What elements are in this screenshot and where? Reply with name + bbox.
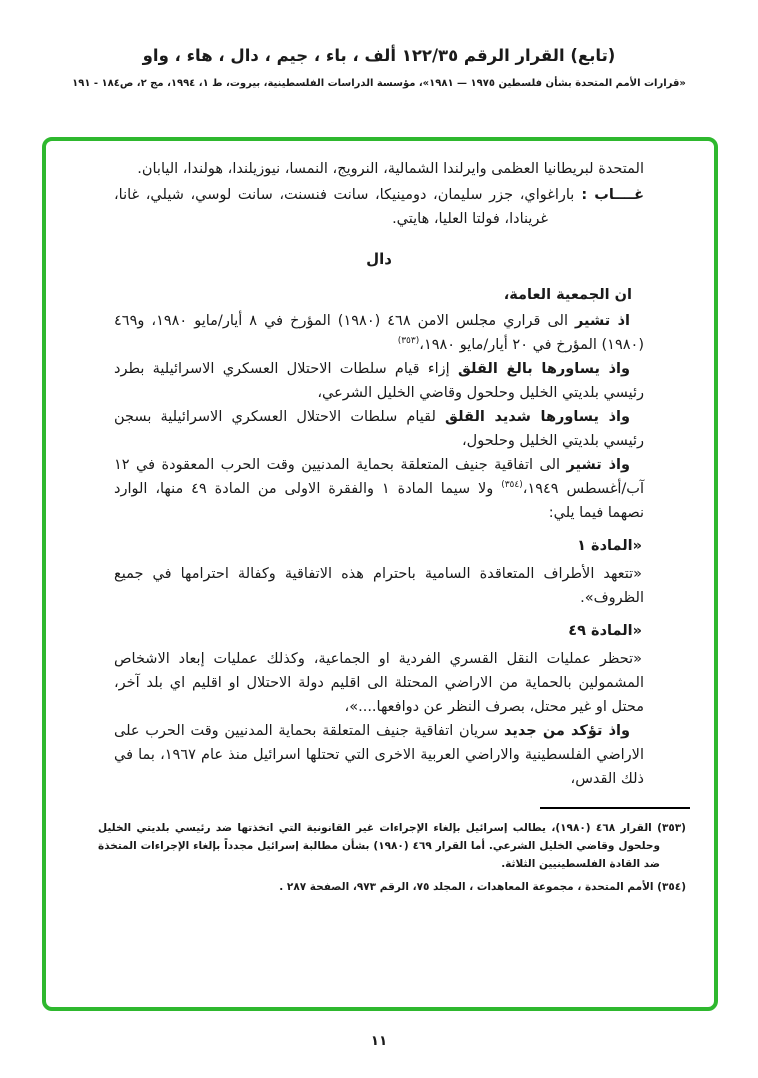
preambular-paragraph-recalling-sc-resolutions xyxy=(114,309,644,357)
absent-label: غــــاب : xyxy=(574,187,645,203)
footnote-353: (٣٥٣) القرار ٤٦٨ (١٩٨٠)، يطالب إسرائيل بإلغاء الإجراءات غير القانونية التي اتخذتها ضد رئيسي بلديتي الخليل وحلحول وقاضي الخليل الشرعي. أما القرار ٤٦٩ (١٩٨٠) بشأن مطالبة إسرائيل مجدداً بإلغاء الإجراءات المتخذة ضد القادة الفلسطينيين الثلاثة. xyxy=(98,822,686,870)
paragraph-bold-lead: اذ تشير xyxy=(575,313,630,329)
article-1-quoted-text: «تتعهد الأطراف المتعاقدة السامية باحترام هذه الاتفاقية وكفالة احترامها في جميع الظروف». xyxy=(114,566,644,606)
paragraph-countries-continuation: المتحدة لبريطانيا العظمى وايرلندا الشمالية، النرويج، النمسا، نيوزيلندا، هولندا، اليابان. xyxy=(137,161,644,177)
article-49-heading: «المادة ٤٩ xyxy=(568,623,642,639)
paragraph-text: الى اتفاقية جنيف المتعلقة بحماية المدنيين وقت الحرب المعقودة في ١٢ آب/أغسطس ١٩٤٩، xyxy=(114,457,644,497)
page-content xyxy=(46,141,714,1007)
preambular-paragraph-deep-concern-expulsion xyxy=(114,357,644,405)
paragraph-bold-lead: واذ تشير xyxy=(566,457,630,473)
preambular-paragraph-geneva-convention xyxy=(114,453,644,525)
resolution-title: (تابع) القرار الرقم ١٢٢/٣٥ ألف ، باء ، جيم ، دال ، هاء ، واو xyxy=(142,46,616,65)
paragraph-text: سريان اتفاقية جنيف المتعلقة بحماية المدنيين وقت الحرب على الاراضي الفلسطينية والاراضي العربية الاخرى التي تحتلها اسرائيل منذ عام ١٩٦٧، بما في ذلك القدس، xyxy=(114,723,644,787)
paragraph-bold-lead: واذ تؤكد من جديد xyxy=(504,723,630,739)
paragraph-general-assembly-opening: ان الجمعية العامة، xyxy=(503,287,632,303)
footnote-354: (٣٥٤) الأمم المتحدة ، مجموعة المعاهدات ، المجلد ٧٥، الرقم ٩٧٣، الصفحة ٢٨٧ . xyxy=(279,881,686,893)
section-heading-dal: دال xyxy=(366,250,392,268)
paragraph-bold-lead: واذ يساورها بالغ القلق xyxy=(457,361,630,377)
page-header xyxy=(0,46,758,89)
main-text-column xyxy=(114,157,644,791)
footnote-marker-354: (٣٥٤) xyxy=(501,480,523,491)
paragraph-text: إزاء قيام سلطات الاحتلال العسكري الاسرائيلية بطرد رئيسي بلديتي الخليل وحلحول وقاضي الخليل الشرعي، xyxy=(114,361,644,401)
article-1-heading: «المادة ١ xyxy=(577,538,642,554)
absent-country-names: باراغواي، جزر سليمان، دومينيكا، سانت فنسنت، سانت لوسي، شيلي، غانا، غرينادا، فولتا العليا، هايتي. xyxy=(114,187,575,227)
paragraph-text-after-note: ولا سيما المادة ١ والفقرة الاولى من المادة ٤٩ منها، الوارد نصهما فيما يلي: xyxy=(114,481,644,521)
paragraph-text: لقيام سلطات الاحتلال العسكري الاسرائيلية بسجن رئيسي بلديتي الخليل وحلحول، xyxy=(114,409,644,449)
page-number: ١١ xyxy=(370,1033,388,1049)
preambular-paragraph-grave-concern-imprisonment xyxy=(114,405,644,453)
paragraph-bold-lead: واذ يساورها شديد القلق xyxy=(445,409,631,425)
paragraph-absent-list xyxy=(114,183,644,231)
footnote-separator-rule xyxy=(540,807,690,809)
article-49-quoted-text: «تحظر عمليات النقل القسري الفردية او الجماعية، وكذلك عمليات إبعاد الاشخاص المشمولين بالحماية من الاراضي المحتلة الى اقليم دولة الاحتلال او اقليم اي بلد آخر، محتل او غير محتل، بصرف النظر عن دوافعها....»، xyxy=(114,651,644,715)
paragraph-text: الى قراري مجلس الامن ٤٦٨ (١٩٨٠) المؤرخ في ٨ أيار/مايو ١٩٨٠، و٤٦٩ (١٩٨٠) المؤرخ في ٢٠ أيار/مايو ١٩٨٠، xyxy=(114,313,644,353)
footnote-marker-353: (٣٥٣) xyxy=(397,336,420,347)
green-annotation-box xyxy=(42,137,718,1011)
preambular-paragraph-reaffirming-applicability xyxy=(114,719,644,791)
footnotes-block xyxy=(98,819,686,896)
source-citation-line: «قرارات الأمم المتحدة بشأن فلسطين ١٩٧٥ — ١٩٨١»، مؤسسة الدراسات الفلسطينية، بيروت، ط ١، ١٩٩٤، مج ٢، ص١٨٤ - ١٩١ xyxy=(72,78,686,89)
